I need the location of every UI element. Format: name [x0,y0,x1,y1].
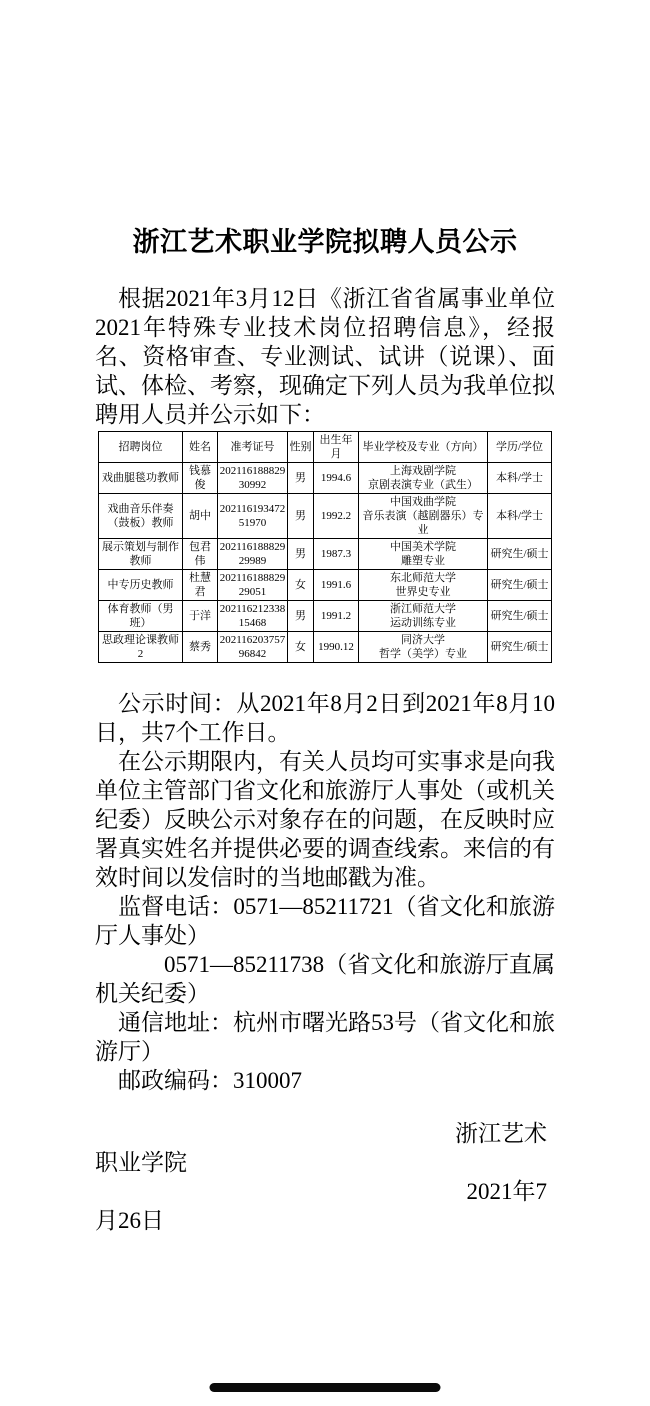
intro-paragraph: 根据2021年3月12日《浙江省省属事业单位2021年特殊专业技术岗位招聘信息》，经报名、资格审查、专业测试、试讲（说课）、面试、体检、考察，现确定下列人员为我单位拟聘用人员并公示如下： [95,286,555,427]
cell-degree: 研究生/硕士 [488,539,552,570]
signature-org-line-2: 职业学院 [95,1150,187,1175]
header-exam-no: 准考证号 [218,432,288,463]
cell-school: 同济大学 [401,634,445,646]
cell-school-major [359,632,488,663]
cell-degree: 本科/学士 [488,494,552,539]
cell-exam-no: 20211618882930992 [218,463,288,494]
cell-major: 世界史专业 [395,586,451,598]
cell-gender: 男 [288,463,314,494]
cell-birth: 1992.2 [314,494,359,539]
cell-position: 展示策划与制作教师 [99,539,183,570]
header-degree: 学历/学位 [488,432,552,463]
cell-school-major [359,494,488,539]
page-title: 浙江艺术职业学院拟聘人员公示 [132,227,518,257]
cell-birth: 1994.6 [314,463,359,494]
cell-position: 戏曲音乐伴奏（鼓板）教师 [99,494,183,539]
table-row [99,463,552,494]
cell-name: 杜慧君 [183,570,218,601]
cell-major: 雕塑专业 [401,555,445,567]
supervision-phone-1: 监督电话：0571—85211721（省文化和旅游厅人事处） [95,894,555,948]
header-birth: 出生年月 [314,432,359,463]
cell-position: 戏曲腿毯功教师 [99,463,183,494]
signature-date-line-2: 月26日 [95,1208,164,1233]
cell-school-major [359,463,488,494]
cell-gender: 女 [288,570,314,601]
table-header-row [99,432,552,463]
cell-exam-no: 20211618882929051 [218,570,288,601]
cell-school-major [359,601,488,632]
cell-gender: 男 [288,539,314,570]
cell-exam-no: 20211618882929989 [218,539,288,570]
signature-date-line-1: 2021年7 [466,1179,547,1204]
cell-birth: 1990.12 [314,632,359,663]
cell-birth: 1987.3 [314,539,359,570]
mailing-address: 通信地址：杭州市曙光路53号（省文化和旅游厅） [95,1010,555,1064]
cell-position: 体育教师（男班） [99,601,183,632]
cell-name: 钱慕俊 [183,463,218,494]
cell-gender: 女 [288,632,314,663]
cell-name: 于洋 [183,601,218,632]
cell-exam-no: 20211620375796842 [218,632,288,663]
supervision-phone-2: 0571—85211738（省文化和旅游厅直属机关纪委） [95,952,555,1006]
cell-degree: 本科/学士 [488,463,552,494]
header-name: 姓名 [183,432,218,463]
table-row [99,539,552,570]
cell-gender: 男 [288,494,314,539]
cell-major: 运动训练专业 [390,617,456,629]
cell-degree: 研究生/硕士 [488,601,552,632]
header-gender: 性别 [288,432,314,463]
table-row [99,494,552,539]
cell-degree: 研究生/硕士 [488,570,552,601]
cell-birth: 1991.6 [314,570,359,601]
header-school: 毕业学校及专业（方向） [359,432,488,463]
announcement-document [95,0,555,1235]
signature-org-line-1: 浙江艺术 [455,1121,547,1146]
objection-paragraph: 在公示期限内，有关人员均可实事求是向我单位主管部门省文化和旅游厅人事处（或机关纪委）反映公示对象存在的问题，在反映时应署真实姓名并提供必要的调查线索。来信的有效时间以发信时的当地邮戳为准。 [95,749,555,890]
table-row [99,632,552,663]
cell-school: 中国戏曲学院 [390,496,456,508]
cell-school: 浙江师范大学 [390,603,456,615]
cell-exam-no: 20211621233815468 [218,601,288,632]
cell-exam-no: 20211619347251970 [218,494,288,539]
notice-period-paragraph: 公示时间：从2021年8月2日到2021年8月10日，共7个工作日。 [95,691,555,745]
cell-name: 蔡秀 [183,632,218,663]
cell-name: 胡中 [183,494,218,539]
signature-block [95,1119,555,1235]
cell-school: 东北师范大学 [390,572,456,584]
cell-major: 哲学（美学）专业 [379,648,467,660]
cell-major: 京剧表演专业（武生） [368,479,478,491]
cell-school: 中国美术学院 [390,541,456,553]
header-position: 招聘岗位 [99,432,183,463]
cell-school-major [359,570,488,601]
cell-birth: 1991.2 [314,601,359,632]
cell-school: 上海戏剧学院 [390,465,456,477]
cell-major: 音乐表演（越剧器乐）专业 [362,510,484,536]
cell-name: 包君伟 [183,539,218,570]
postal-code: 邮政编码：310007 [118,1068,302,1093]
cell-gender: 男 [288,601,314,632]
cell-position: 中专历史教师 [99,570,183,601]
recruit-table [98,431,552,663]
cell-degree: 研究生/硕士 [488,632,552,663]
cell-position: 思政理论课教师2 [99,632,183,663]
table-row [99,570,552,601]
home-indicator-bar[interactable] [210,1383,441,1392]
cell-school-major [359,539,488,570]
table-row [99,601,552,632]
